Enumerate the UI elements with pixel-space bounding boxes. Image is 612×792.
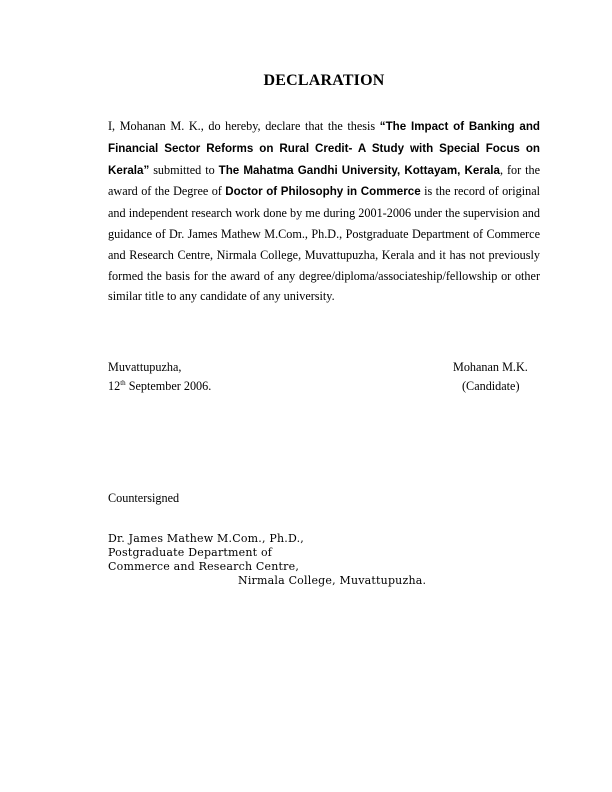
declaration-paragraph <box>108 116 540 307</box>
declaration-rest: is the record of original and independent research work done by me during 2001-2006 under the supervision and guidance of Dr. James Mathew M.Com., Ph.D., Postgraduate Department of Commerce and Research Centre, Nirmala College, Muvattupuzha, Kerala and it has not previously formed the basis for the award of any degree/diploma/associateship/fellowship or other similar title to any candidate of any university. <box>108 184 540 304</box>
supervisor-department: Postgraduate Department of <box>108 546 273 559</box>
declaration-intro: I, Mohanan M. K., do hereby, declare that the thesis <box>108 119 380 133</box>
supervisor-college: Nirmala College, Muvattupuzha. <box>238 574 427 587</box>
page-title: DECLARATION <box>263 72 385 89</box>
award-text: , for the award of the Degree of <box>108 162 540 199</box>
thesis-title: “The Impact of Banking and Financial Sector Reforms on Rural Credit- A Study with Special Focus on Kerala” <box>108 120 541 177</box>
candidate-name: Mohanan M.K. <box>453 360 528 374</box>
candidate-role: (Candidate) <box>462 379 520 393</box>
date-rest: September 2006. <box>125 379 212 393</box>
degree-name: Doctor of Philosophy in Commerce <box>225 185 421 199</box>
countersigned-label: Countersigned <box>108 491 180 505</box>
signing-date <box>108 379 211 394</box>
date-suffix: th <box>120 379 126 387</box>
submitted-to-text: submitted to <box>149 162 219 177</box>
university-name: The Mahatma Gandhi University, Kottayam, Kerala <box>218 163 500 177</box>
date-day: 12 <box>108 379 121 393</box>
signing-place: Muvattupuzha, <box>108 360 182 374</box>
supervisor-name: Dr. James Mathew M.Com., Ph.D., <box>108 532 304 545</box>
supervisor-centre: Commerce and Research Centre, <box>108 560 300 573</box>
